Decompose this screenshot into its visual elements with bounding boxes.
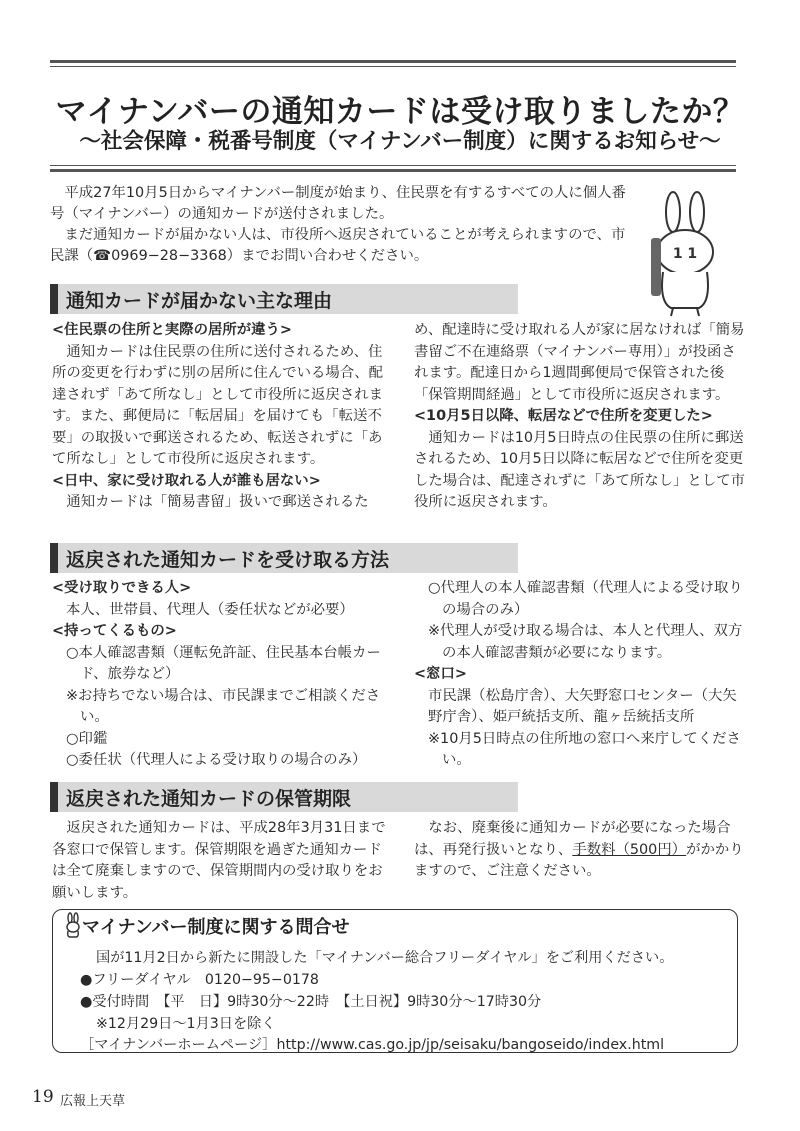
section2-note-3: ※10月5日時点の住所地の窓口へ来庁してください。 — [428, 730, 741, 768]
publication-name: 広報上天草 — [60, 1094, 126, 1109]
section-heading-3 — [50, 782, 518, 812]
section1-label-2: <日中、家に受け取れる人が誰も居ない> — [52, 472, 321, 489]
section3-text-right — [414, 818, 750, 883]
section3-text-right-a: なお、廃棄後に通知カードが必要になった場合は、再発行扱いとなり、 — [414, 820, 731, 858]
contact-hours: ●受付時間 【平 日】9時30分〜22時 【土日祝】9時30分〜17時30分 — [80, 994, 542, 1010]
page-title: マイナンバーの通知カードは受け取りましたか？ — [55, 94, 745, 130]
contact-line-1: 国が11月2日から新たに開設した「マイナンバー総合フリーダイヤル」をご利用ください。 — [96, 950, 674, 966]
section-heading-2-text: 返戻された通知カードを受け取る方法 — [66, 549, 390, 571]
section1-right-column — [414, 320, 750, 514]
section1-text-2: 通知カードは「簡易書留」扱いで郵送されるた — [66, 494, 369, 510]
section1-left-column — [52, 320, 388, 514]
section3-right-column — [414, 818, 750, 883]
section2-text-3: 市民課（松島庁舎）、大矢野窓口センター（大矢野庁舎）、姫戸統括支所、龍ヶ岳統括支所 — [428, 687, 737, 725]
section2-label-3: <窓口> — [414, 666, 467, 682]
section-heading-1-text: 通知カードが届かない主な理由 — [66, 290, 333, 312]
page-subtitle: 〜社会保障・税番号制度（マイナンバー制度）に関するお知らせ〜 — [79, 129, 721, 154]
section3-text-left: 返戻された通知カードは、平成28年3月31日まで各窓口で保管します。保管期限を過ぎた通知カードは全て廃棄しますので、保管期間内の受け取りをお願いします。 — [52, 820, 386, 901]
section1-text-2-continued: め、配達時に受け取れる人が家に居なければ「簡易書留ご不在連絡票（マイナンバー専用）」が投函されます。配達日から1週間郵便局で保管された後「保管期間経過」として市役所に返戻されます。 — [414, 322, 745, 403]
section2-item-4: ○代理人の本人確認書類（代理人による受け取りの場合のみ） — [428, 580, 743, 618]
section-heading-3-text: 返戻された通知カードの保管期限 — [66, 788, 352, 810]
section1-text-3: 通知カードは10月5日時点の住民票の住所に郵送されるため、10月5日以降に転居などで住所を変更した場合は、配達されずに「あて所なし」として市役所に返戻されます。 — [414, 429, 745, 510]
intro-paragraph-2: まだ通知カードが届かない人は、市役所へ返戻されていることが考えられますので、市民課（☎0969−28−3368）までお問い合わせください。 — [50, 227, 626, 264]
section2-item-2: ○印鑑 — [66, 730, 108, 747]
section3-left-column — [52, 818, 388, 904]
section3-fee: 手数料（500円） — [572, 841, 687, 858]
contact-hours-note: ※12月29日〜1月3日を除く — [96, 1016, 276, 1032]
title-rule-top-thick — [50, 60, 736, 63]
section2-label-1: <受け取りできる人> — [52, 580, 192, 596]
contact-title: マイナンバー制度に関する問合せ — [82, 917, 350, 938]
section-heading-1 — [50, 284, 518, 314]
mascot-number: 1 1 — [672, 246, 698, 262]
section-heading-2 — [50, 543, 518, 573]
section2-note-1: ※お持ちでない場合は、市民課までご相談ください。 — [66, 687, 381, 725]
mascot-small-icon — [64, 912, 82, 938]
section2-item-3: ○委任状（代理人による受け取りの場合のみ） — [66, 752, 367, 768]
intro-text — [50, 183, 636, 267]
title-rule-bottom-thick — [50, 169, 736, 172]
section3-text-right-b: がかかりますので、ご注意ください。 — [414, 841, 744, 879]
section2-left-column — [52, 578, 388, 772]
section2-right-column — [414, 578, 750, 772]
section2-label-2: <持ってくるもの> — [52, 623, 177, 639]
title-rule-top-thin — [50, 66, 736, 67]
mynumber-mascot-icon — [645, 190, 725, 320]
intro-paragraph-1: 平成27年10月5日からマイナンバー制度が始まり、住民票を有するすべての人に個人番号（マイナンバー）の通知カードが送付されました。 — [50, 185, 626, 222]
section2-text-1: 本人、世帯員、代理人（委任状などが必要） — [66, 601, 354, 618]
page-number: 19 — [32, 1087, 54, 1107]
section1-text-1: 通知カードは住民票の住所に送付されるため、住所の変更を行わずに別の居所に住んでいる場合、配達されず「あて所なし」として市役所に返戻されます。また、郵便局に「転居届」を届けても「転送不要」の取扱いで郵送されるため、転送されずに「あて所なし」として市役所に返戻されます。 — [52, 343, 383, 467]
contact-homepage-link[interactable]: ［マイナンバーホームページ］http://www.cas.go.jp/jp/seisaku/bangoseido/index.html — [80, 1037, 665, 1053]
section1-label-1: <住民票の住所と実際の居所が違う> — [52, 322, 292, 338]
contact-freedial: ●フリーダイヤル 0120−95−0178 — [80, 972, 319, 988]
title-rule-bottom-thin — [50, 165, 736, 166]
section2-note-2: ※代理人が受け取る場合は、本人と代理人、双方の本人確認書類が必要になります。 — [428, 623, 743, 661]
section1-label-3: <10月5日以降、転居などで住所を変更した> — [414, 408, 713, 424]
section2-item-1: ○本人確認書類（運転免許証、住民基本台帳カード、旅券など） — [66, 644, 381, 682]
